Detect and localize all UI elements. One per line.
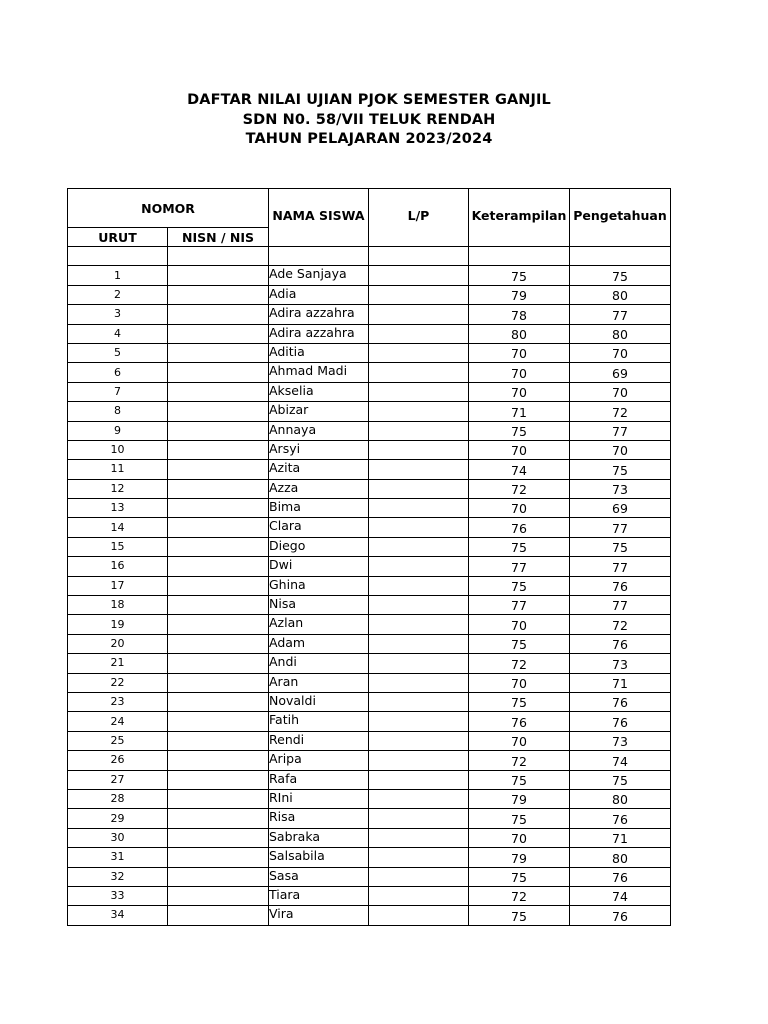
cell-keterampilan: 72 bbox=[469, 654, 570, 673]
cell-nama-siswa: Adira azzahra bbox=[269, 324, 369, 343]
cell-nama-siswa: Ghina bbox=[269, 576, 369, 595]
cell-pengetahuan: 77 bbox=[570, 557, 671, 576]
cell-urut: 30 bbox=[68, 828, 168, 847]
cell-lp bbox=[369, 809, 469, 828]
cell-nama-siswa: Rendi bbox=[269, 731, 369, 750]
cell-lp bbox=[369, 596, 469, 615]
table-row bbox=[68, 557, 671, 576]
cell-lp bbox=[369, 557, 469, 576]
cell-pengetahuan: 72 bbox=[570, 402, 671, 421]
cell-nisn bbox=[168, 751, 269, 770]
cell-nisn bbox=[168, 479, 269, 498]
cell-lp bbox=[369, 266, 469, 285]
table-row bbox=[68, 596, 671, 615]
cell-nisn bbox=[168, 402, 269, 421]
cell-urut: 8 bbox=[68, 402, 168, 421]
table-row bbox=[68, 460, 671, 479]
cell-pengetahuan: 80 bbox=[570, 285, 671, 304]
table-row bbox=[68, 576, 671, 595]
cell-keterampilan: 72 bbox=[469, 751, 570, 770]
table-row bbox=[68, 886, 671, 905]
table-row bbox=[68, 479, 671, 498]
cell-pengetahuan: 77 bbox=[570, 518, 671, 537]
cell-keterampilan: 70 bbox=[469, 363, 570, 382]
cell-keterampilan: 70 bbox=[469, 615, 570, 634]
cell-nama-siswa: Novaldi bbox=[269, 692, 369, 711]
cell-keterampilan: 72 bbox=[469, 479, 570, 498]
table-row bbox=[68, 731, 671, 750]
cell-urut: 23 bbox=[68, 692, 168, 711]
cell-nama-siswa: Risa bbox=[269, 809, 369, 828]
cell-nisn bbox=[168, 809, 269, 828]
cell-keterampilan: 79 bbox=[469, 848, 570, 867]
header-urut: URUT bbox=[68, 228, 168, 247]
table-row bbox=[68, 654, 671, 673]
cell-nisn bbox=[168, 886, 269, 905]
cell-nama-siswa: Arsyi bbox=[269, 440, 369, 459]
cell-keterampilan: 70 bbox=[469, 731, 570, 750]
cell-urut: 28 bbox=[68, 789, 168, 808]
cell-nama-siswa: Adam bbox=[269, 634, 369, 653]
table-row bbox=[68, 537, 671, 556]
cell-pengetahuan: 76 bbox=[570, 867, 671, 886]
cell-nisn bbox=[168, 906, 269, 925]
cell-keterampilan: 71 bbox=[469, 402, 570, 421]
cell-pengetahuan: 69 bbox=[570, 499, 671, 518]
cell-keterampilan: 70 bbox=[469, 499, 570, 518]
table-row bbox=[68, 363, 671, 382]
cell-keterampilan: 76 bbox=[469, 712, 570, 731]
table-row bbox=[68, 634, 671, 653]
cell-urut: 7 bbox=[68, 382, 168, 401]
cell-urut: 14 bbox=[68, 518, 168, 537]
cell-keterampilan: 75 bbox=[469, 809, 570, 828]
cell-pengetahuan: 75 bbox=[570, 537, 671, 556]
cell-keterampilan: 72 bbox=[469, 886, 570, 905]
cell-lp bbox=[369, 867, 469, 886]
header-nama-siswa: NAMA SISWA bbox=[269, 189, 369, 247]
cell-lp bbox=[369, 518, 469, 537]
cell-keterampilan: 76 bbox=[469, 518, 570, 537]
table-row bbox=[68, 770, 671, 789]
table-row bbox=[68, 789, 671, 808]
table-row bbox=[68, 692, 671, 711]
cell-urut: 11 bbox=[68, 460, 168, 479]
cell-urut: 4 bbox=[68, 324, 168, 343]
cell-lp bbox=[369, 305, 469, 324]
cell-nama-siswa: Dwi bbox=[269, 557, 369, 576]
cell-lp bbox=[369, 343, 469, 362]
cell-lp bbox=[369, 634, 469, 653]
spacer-cell bbox=[469, 247, 570, 266]
cell-nama-siswa: Abizar bbox=[269, 402, 369, 421]
cell-lp bbox=[369, 460, 469, 479]
cell-lp bbox=[369, 382, 469, 401]
cell-pengetahuan: 76 bbox=[570, 634, 671, 653]
cell-urut: 27 bbox=[68, 770, 168, 789]
cell-nama-siswa: Vira bbox=[269, 906, 369, 925]
cell-keterampilan: 75 bbox=[469, 634, 570, 653]
cell-nama-siswa: Andi bbox=[269, 654, 369, 673]
table-row bbox=[68, 906, 671, 925]
cell-urut: 25 bbox=[68, 731, 168, 750]
cell-pengetahuan: 70 bbox=[570, 343, 671, 362]
cell-nisn bbox=[168, 673, 269, 692]
cell-lp bbox=[369, 789, 469, 808]
cell-pengetahuan: 70 bbox=[570, 382, 671, 401]
cell-nisn bbox=[168, 848, 269, 867]
cell-nama-siswa: Azza bbox=[269, 479, 369, 498]
cell-nama-siswa: Aripa bbox=[269, 751, 369, 770]
cell-nisn bbox=[168, 305, 269, 324]
cell-lp bbox=[369, 440, 469, 459]
spacer-row bbox=[68, 247, 671, 266]
cell-urut: 21 bbox=[68, 654, 168, 673]
table-row bbox=[68, 848, 671, 867]
cell-nama-siswa: Adira azzahra bbox=[269, 305, 369, 324]
cell-nama-siswa: Adia bbox=[269, 285, 369, 304]
table-row bbox=[68, 324, 671, 343]
table-row bbox=[68, 421, 671, 440]
cell-nama-siswa: Bima bbox=[269, 499, 369, 518]
table-row bbox=[68, 285, 671, 304]
cell-pengetahuan: 77 bbox=[570, 305, 671, 324]
cell-pengetahuan: 80 bbox=[570, 789, 671, 808]
document-title bbox=[0, 91, 738, 150]
cell-nisn bbox=[168, 596, 269, 615]
cell-keterampilan: 79 bbox=[469, 285, 570, 304]
cell-nisn bbox=[168, 285, 269, 304]
cell-nisn bbox=[168, 731, 269, 750]
table-row bbox=[68, 828, 671, 847]
header-nisn: NISN / NIS bbox=[168, 228, 269, 247]
spacer-cell bbox=[570, 247, 671, 266]
cell-urut: 22 bbox=[68, 673, 168, 692]
cell-lp bbox=[369, 770, 469, 789]
cell-nama-siswa: Nisa bbox=[269, 596, 369, 615]
cell-pengetahuan: 70 bbox=[570, 440, 671, 459]
cell-keterampilan: 77 bbox=[469, 596, 570, 615]
table-row bbox=[68, 382, 671, 401]
cell-pengetahuan: 72 bbox=[570, 615, 671, 634]
table-row bbox=[68, 343, 671, 362]
cell-pengetahuan: 76 bbox=[570, 809, 671, 828]
cell-pengetahuan: 75 bbox=[570, 266, 671, 285]
cell-nisn bbox=[168, 828, 269, 847]
cell-urut: 20 bbox=[68, 634, 168, 653]
cell-keterampilan: 75 bbox=[469, 266, 570, 285]
header-lp: L/P bbox=[369, 189, 469, 247]
cell-pengetahuan: 73 bbox=[570, 654, 671, 673]
cell-lp bbox=[369, 615, 469, 634]
cell-pengetahuan: 80 bbox=[570, 848, 671, 867]
cell-nama-siswa: Fatih bbox=[269, 712, 369, 731]
cell-urut: 13 bbox=[68, 499, 168, 518]
cell-urut: 18 bbox=[68, 596, 168, 615]
cell-keterampilan: 70 bbox=[469, 343, 570, 362]
cell-keterampilan: 70 bbox=[469, 382, 570, 401]
cell-pengetahuan: 73 bbox=[570, 479, 671, 498]
cell-nama-siswa: Salsabila bbox=[269, 848, 369, 867]
spacer-cell bbox=[369, 247, 469, 266]
cell-urut: 9 bbox=[68, 421, 168, 440]
cell-nisn bbox=[168, 770, 269, 789]
cell-nisn bbox=[168, 363, 269, 382]
cell-lp bbox=[369, 363, 469, 382]
table-row bbox=[68, 615, 671, 634]
cell-urut: 29 bbox=[68, 809, 168, 828]
cell-urut: 5 bbox=[68, 343, 168, 362]
cell-nisn bbox=[168, 421, 269, 440]
cell-nisn bbox=[168, 615, 269, 634]
cell-lp bbox=[369, 731, 469, 750]
cell-lp bbox=[369, 886, 469, 905]
cell-nama-siswa: Ade Sanjaya bbox=[269, 266, 369, 285]
cell-lp bbox=[369, 421, 469, 440]
cell-lp bbox=[369, 906, 469, 925]
cell-lp bbox=[369, 692, 469, 711]
table-row bbox=[68, 867, 671, 886]
cell-pengetahuan: 74 bbox=[570, 751, 671, 770]
cell-nama-siswa: Aditia bbox=[269, 343, 369, 362]
cell-keterampilan: 75 bbox=[469, 421, 570, 440]
table-row bbox=[68, 751, 671, 770]
cell-lp bbox=[369, 848, 469, 867]
cell-nisn bbox=[168, 382, 269, 401]
cell-pengetahuan: 80 bbox=[570, 324, 671, 343]
cell-nama-siswa: Diego bbox=[269, 537, 369, 556]
cell-pengetahuan: 76 bbox=[570, 712, 671, 731]
cell-urut: 1 bbox=[68, 266, 168, 285]
cell-urut: 6 bbox=[68, 363, 168, 382]
cell-nisn bbox=[168, 576, 269, 595]
cell-pengetahuan: 77 bbox=[570, 596, 671, 615]
cell-nama-siswa: Rafa bbox=[269, 770, 369, 789]
table-row bbox=[68, 440, 671, 459]
cell-keterampilan: 80 bbox=[469, 324, 570, 343]
cell-urut: 26 bbox=[68, 751, 168, 770]
cell-urut: 2 bbox=[68, 285, 168, 304]
cell-keterampilan: 75 bbox=[469, 537, 570, 556]
cell-urut: 32 bbox=[68, 867, 168, 886]
cell-pengetahuan: 75 bbox=[570, 460, 671, 479]
cell-nisn bbox=[168, 867, 269, 886]
cell-urut: 24 bbox=[68, 712, 168, 731]
title-line-1: DAFTAR NILAI UJIAN PJOK SEMESTER GANJIL bbox=[187, 92, 551, 108]
cell-keterampilan: 75 bbox=[469, 906, 570, 925]
cell-nisn bbox=[168, 343, 269, 362]
cell-pengetahuan: 75 bbox=[570, 770, 671, 789]
cell-urut: 19 bbox=[68, 615, 168, 634]
title-line-2: SDN N0. 58/VII TELUK RENDAH bbox=[242, 111, 496, 128]
cell-keterampilan: 74 bbox=[469, 460, 570, 479]
cell-nisn bbox=[168, 712, 269, 731]
cell-nisn bbox=[168, 266, 269, 285]
table-row bbox=[68, 673, 671, 692]
cell-lp bbox=[369, 324, 469, 343]
cell-nisn bbox=[168, 634, 269, 653]
cell-urut: 17 bbox=[68, 576, 168, 595]
cell-pengetahuan: 73 bbox=[570, 731, 671, 750]
cell-nisn bbox=[168, 537, 269, 556]
spacer-cell bbox=[269, 247, 369, 266]
cell-lp bbox=[369, 712, 469, 731]
cell-nama-siswa: Clara bbox=[269, 518, 369, 537]
cell-urut: 34 bbox=[68, 906, 168, 925]
cell-lp bbox=[369, 751, 469, 770]
table-row bbox=[68, 809, 671, 828]
table-row bbox=[68, 402, 671, 421]
cell-nama-siswa: Sabraka bbox=[269, 828, 369, 847]
cell-nama-siswa: Tiara bbox=[269, 886, 369, 905]
table-row bbox=[68, 305, 671, 324]
table-row bbox=[68, 712, 671, 731]
cell-urut: 12 bbox=[68, 479, 168, 498]
cell-nama-siswa: Ahmad Madi bbox=[269, 363, 369, 382]
cell-keterampilan: 75 bbox=[469, 576, 570, 595]
grades-body bbox=[68, 247, 671, 926]
title-line-3: TAHUN PELAJARAN 2023/2024 bbox=[245, 131, 493, 147]
grades-table bbox=[67, 188, 671, 926]
cell-urut: 10 bbox=[68, 440, 168, 459]
cell-pengetahuan: 77 bbox=[570, 421, 671, 440]
cell-nama-siswa: Aran bbox=[269, 673, 369, 692]
cell-lp bbox=[369, 673, 469, 692]
cell-lp bbox=[369, 479, 469, 498]
cell-nisn bbox=[168, 460, 269, 479]
cell-pengetahuan: 76 bbox=[570, 692, 671, 711]
cell-lp bbox=[369, 576, 469, 595]
spacer-cell bbox=[168, 247, 269, 266]
cell-keterampilan: 70 bbox=[469, 673, 570, 692]
cell-lp bbox=[369, 537, 469, 556]
cell-urut: 33 bbox=[68, 886, 168, 905]
cell-keterampilan: 70 bbox=[469, 828, 570, 847]
cell-keterampilan: 79 bbox=[469, 789, 570, 808]
cell-keterampilan: 75 bbox=[469, 692, 570, 711]
cell-urut: 15 bbox=[68, 537, 168, 556]
table-row bbox=[68, 499, 671, 518]
cell-nisn bbox=[168, 324, 269, 343]
cell-nisn bbox=[168, 654, 269, 673]
cell-urut: 31 bbox=[68, 848, 168, 867]
cell-keterampilan: 77 bbox=[469, 557, 570, 576]
cell-urut: 16 bbox=[68, 557, 168, 576]
cell-nisn bbox=[168, 440, 269, 459]
cell-keterampilan: 75 bbox=[469, 770, 570, 789]
cell-nisn bbox=[168, 692, 269, 711]
cell-lp bbox=[369, 828, 469, 847]
cell-pengetahuan: 71 bbox=[570, 828, 671, 847]
table-row bbox=[68, 518, 671, 537]
cell-lp bbox=[369, 285, 469, 304]
cell-nisn bbox=[168, 499, 269, 518]
cell-pengetahuan: 76 bbox=[570, 906, 671, 925]
cell-lp bbox=[369, 402, 469, 421]
cell-nisn bbox=[168, 518, 269, 537]
cell-pengetahuan: 76 bbox=[570, 576, 671, 595]
table-row bbox=[68, 266, 671, 285]
cell-nisn bbox=[168, 789, 269, 808]
cell-nama-siswa: Azita bbox=[269, 460, 369, 479]
cell-nisn bbox=[168, 557, 269, 576]
cell-nama-siswa: Azlan bbox=[269, 615, 369, 634]
cell-nama-siswa: RIni bbox=[269, 789, 369, 808]
header-nomor: NOMOR bbox=[68, 189, 269, 228]
cell-nama-siswa: Annaya bbox=[269, 421, 369, 440]
cell-nama-siswa: Sasa bbox=[269, 867, 369, 886]
cell-pengetahuan: 71 bbox=[570, 673, 671, 692]
header-keterampilan: Keterampilan bbox=[469, 189, 570, 247]
cell-keterampilan: 75 bbox=[469, 867, 570, 886]
header-pengetahuan: Pengetahuan bbox=[570, 189, 671, 247]
cell-lp bbox=[369, 654, 469, 673]
cell-pengetahuan: 69 bbox=[570, 363, 671, 382]
cell-lp bbox=[369, 499, 469, 518]
cell-nama-siswa: Akselia bbox=[269, 382, 369, 401]
cell-urut: 3 bbox=[68, 305, 168, 324]
spacer-cell bbox=[68, 247, 168, 266]
cell-pengetahuan: 74 bbox=[570, 886, 671, 905]
cell-keterampilan: 70 bbox=[469, 440, 570, 459]
cell-keterampilan: 78 bbox=[469, 305, 570, 324]
